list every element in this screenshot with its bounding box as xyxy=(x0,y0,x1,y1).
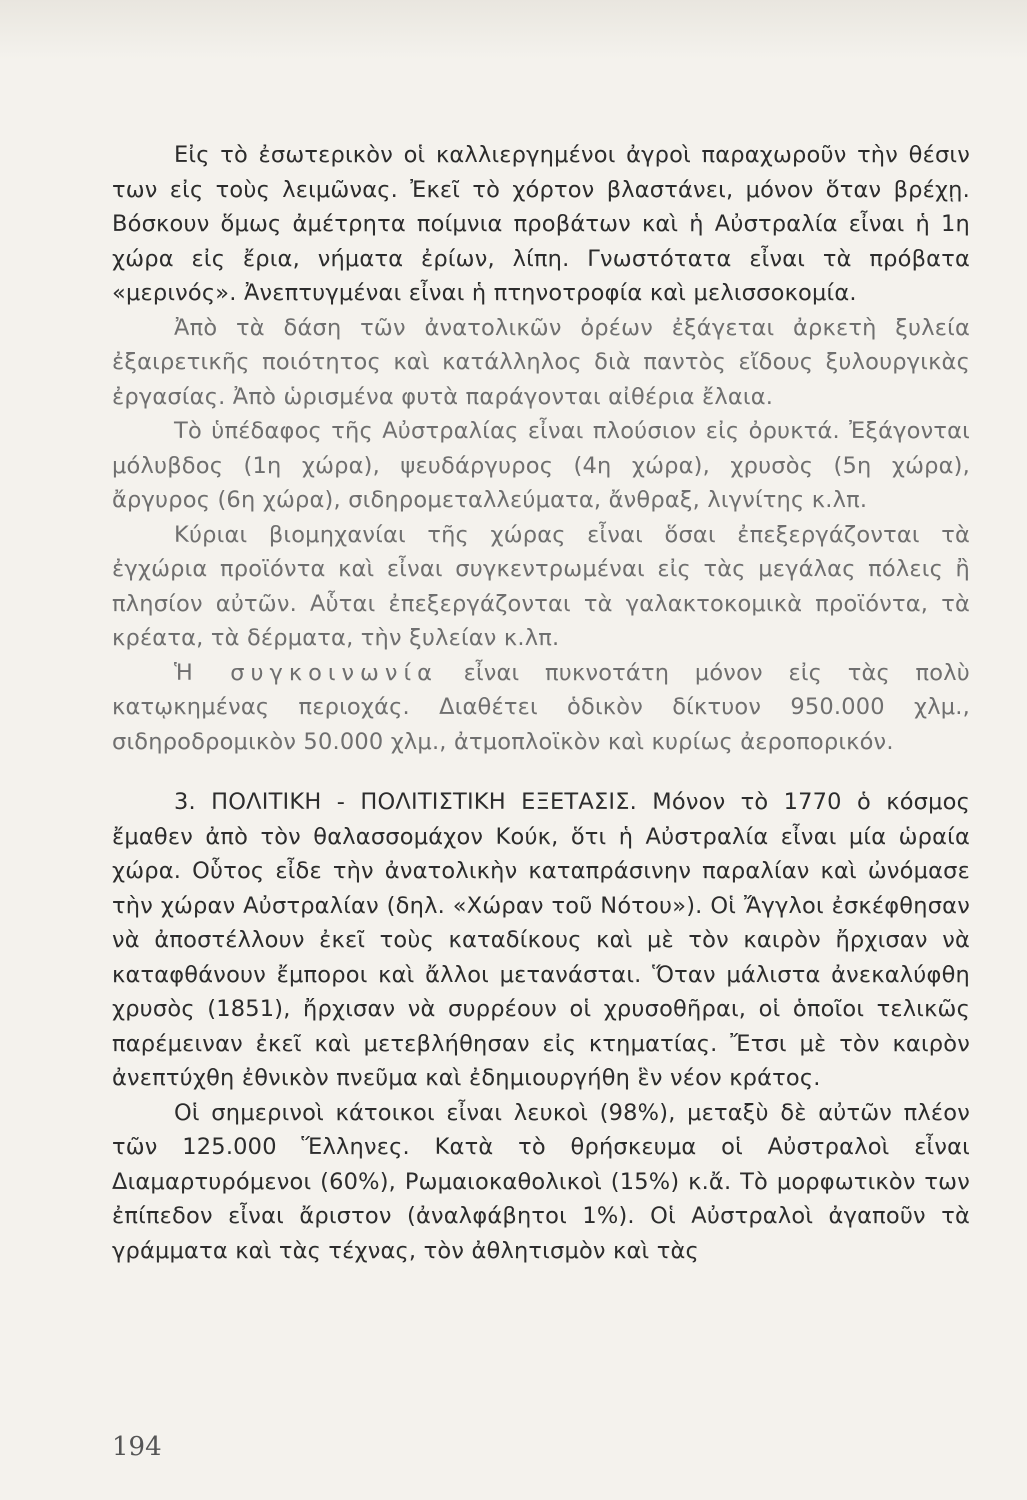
paragraph-communication xyxy=(112,656,970,760)
section-gap xyxy=(112,759,970,785)
page-number: 194 xyxy=(112,1432,162,1462)
section-3-body: Μόνον τὸ 1770 ὁ κόσμος ἔμαθεν ἀπὸ τὸν θαλασσομάχον Κούκ, ὅτι ἡ Αὐστραλία εἶναι μία ὡραία χώρα. Οὗτος εἶδε τὴν ἀνατολικὴν καταπράσινην παραλίαν καὶ ὠνόμασε τὴν χώραν Αὐστραλίαν (δηλ. «Χώραν τοῦ Νότου»). Οἱ Ἄγγλοι ἐσκέφθησαν νὰ ἀποστέλλουν ἐκεῖ τοὺς καταδίκους καὶ μὲ τὸν καιρὸν ἤρχισαν νὰ καταφθάνουν ἔμποροι καὶ ἄλλοι μετανάσται. Ὅταν μάλιστα ἀνεκαλύφθη χρυσὸς (1851), ἤρχισαν νὰ συρρέουν οἱ χρυσοθῆραι, οἱ ὁποῖοι τελικῶς παρέμειναν ἐκεῖ καὶ μετεβλήθησαν εἰς κτηματίας. Ἔτσι μὲ τὸν καιρὸν ἀνεπτύχθη ἐθνικὸν πνεῦμα καὶ ἐδημιουργήθη ἓν νέον κράτος. xyxy=(112,789,971,1091)
communication-rest: εἶναι πυκνοτάτη μόνον εἰς τὰς πολὺ κατῳκημένας περιοχάς. Διαθέτει ὁδικὸν δίκτυον 950.000 χλμ., σιδηροδρομικὸν 50.000 χλμ., ἀτμοπλοϊκὸν καὶ κυρίως ἀεροπορικόν. xyxy=(112,659,970,755)
section-3-heading: 3. ΠΟΛΙΤΙΚΗ - ΠΟΛΙΤΙΣΤΙΚΗ ΕΞΕΤΑΣΙΣ. xyxy=(174,789,637,815)
communication-lead: Ἡ συγκοινωνία xyxy=(174,659,438,686)
book-page-text xyxy=(112,138,970,1268)
paragraph-forests: Ἀπὸ τὰ δάση τῶν ἀνατολικῶν ὀρέων ἐξάγεται ἀρκετὴ ξυλεία ἐξαιρετικῆς ποιότητος καὶ κατάλληλος διὰ παντὸς εἴδους ξυλουργικὰς ἐργασίας. Ἀπὸ ὡρισμένα φυτὰ παράγονται αἰθέρια ἔλαια. xyxy=(112,314,970,410)
paragraph-agriculture: Εἰς τὸ ἐσωτερικὸν οἱ καλλιεργημένοι ἀγροὶ παραχωροῦν τὴν θέσιν των εἰς τοὺς λειμῶνας. Ἐκεῖ τὸ χόρτον βλαστάνει, μόνον ὅταν βρέχῃ. Βόσκουν ὅμως ἀμέτρητα ποίμνια προβάτων καὶ ἡ Αὐστραλία εἶναι ἡ 1η χώρα εἰς ἔρια, νήματα ἐρίων, λίπη. Γνωστότατα εἶναι τὰ πρόβατα «μερινός». Ἀνεπτυγμέναι εἶναι ἡ πτηνοτροφία καὶ μελισσοκομία. xyxy=(112,142,970,306)
paragraph-population: Οἱ σημερινοὶ κάτοικοι εἶναι λευκοὶ (98%), μεταξὺ δὲ αὐτῶν πλέον τῶν 125.000 Ἕλληνες. Κατὰ τὸ θρήσκευμα οἱ Αὐστραλοὶ εἶναι Διαμαρτυρόμενοι (60%), Ρωμαιοκαθολικοὶ (15%) κ.ἄ. Τὸ μορφωτικὸν των ἐπίπεδον εἶναι ἄριστον (ἀναλφάβητοι 1%). Οἱ Αὐστραλοὶ ἀγαποῦν τὰ γράμματα καὶ τὰς τέχνας, τὸν ἀθλητισμὸν καὶ τὰς xyxy=(112,1099,970,1264)
paragraph-section-3 xyxy=(112,785,970,1096)
paragraph-industry: Κύριαι βιομηχανίαι τῆς χώρας εἶναι ὅσαι ἐπεξεργάζονται τὰ ἐγχώρια προϊόντα καὶ εἶναι συγκεντρωμέναι εἰς τὰς μεγάλας πόλεις ἢ πλησίον αὐτῶν. Αὗται ἐπεξεργάζονται τὰ γαλακτοκομικὰ προϊόντα, τὰ κρέατα, τὰ δέρματα, τὴν ξυλείαν κ.λπ. xyxy=(112,521,970,651)
page-shadow xyxy=(0,0,1027,60)
paragraph-minerals: Τὸ ὑπέδαφος τῆς Αὐστραλίας εἶναι πλούσιον εἰς ὀρυκτά. Ἐξάγονται μόλυβδος (1η χώρα), ψευδάργυρος (4η χώρα), χρυσὸς (5η χώρα), ἄργυρος (6η χώρα), σιδηρομεταλλεύματα, ἄνθραξ, λιγνίτης κ.λπ. xyxy=(112,418,970,513)
